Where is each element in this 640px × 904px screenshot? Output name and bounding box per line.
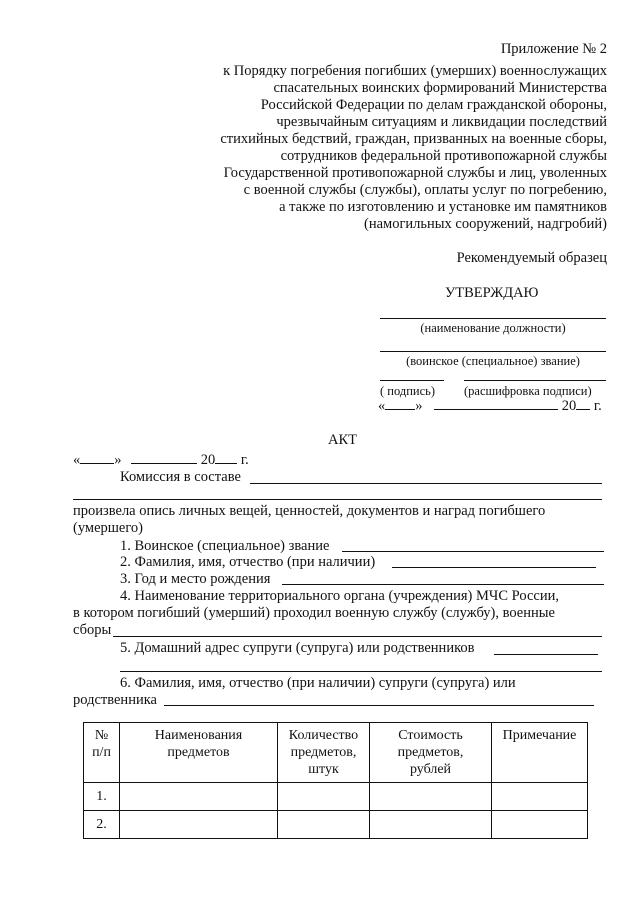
item-4-field[interactable] xyxy=(113,636,602,637)
act-month-field[interactable] xyxy=(131,451,197,464)
cell-note[interactable] xyxy=(492,783,588,811)
cell-note[interactable] xyxy=(492,811,588,839)
table-row xyxy=(84,783,588,811)
act-date xyxy=(73,451,249,469)
row-number: 2. xyxy=(84,811,120,839)
item-4-line-1: 4. Наименование территориального органа (учреждения) МЧС России, xyxy=(120,588,559,604)
year-field[interactable] xyxy=(576,397,590,410)
sample-label: Рекомендуемый образец xyxy=(456,250,607,266)
commission-label: Комиссия в составе xyxy=(120,469,241,485)
cell-cost[interactable] xyxy=(370,783,492,811)
commission-field-2[interactable] xyxy=(73,499,602,500)
appendix-line-5: стихийных бедствий, граждан, призванных на военные сборы, xyxy=(220,131,607,147)
appendix-line-3: Российской Федерации по делам гражданской обороны, xyxy=(260,97,607,113)
signature-decode-caption: (расшифровка подписи) xyxy=(464,384,592,398)
appendix-line-1: к Порядку погребения погибших (умерших) военнослужащих xyxy=(223,63,607,79)
table-header-row xyxy=(84,723,588,783)
cell-quantity[interactable] xyxy=(278,783,370,811)
appendix-line-9: а также по изготовлению и установке им памятников xyxy=(279,199,607,215)
signature-line xyxy=(380,380,444,381)
item-6-line-2: родственника xyxy=(73,692,157,708)
item-6-line-1: 6. Фамилия, имя, отчество (при наличии) супруги (супруга) или xyxy=(120,675,516,691)
appendix-line-7: Государственной противопожарной службы и лиц, уволенных xyxy=(223,165,607,181)
act-day-field[interactable] xyxy=(80,451,114,464)
items-table xyxy=(83,722,588,839)
appendix-line-10: (намогильных сооружений, надгробий) xyxy=(364,216,607,232)
item-5-field-2[interactable] xyxy=(120,671,602,672)
item-2-label: 2. Фамилия, имя, отчество (при наличии) xyxy=(120,554,376,570)
signature-decode-line xyxy=(464,380,606,381)
inventory-text-1: произвела опись личных вещей, ценностей, документов и наград погибшего xyxy=(73,503,546,519)
table-row xyxy=(84,811,588,839)
act-title: АКТ xyxy=(328,432,357,448)
item-6-field[interactable] xyxy=(164,705,594,706)
signature-caption: ( подпись) xyxy=(380,384,436,398)
appendix-line-4: чрезвычайным ситуациям и ликвидации последствий xyxy=(276,114,607,130)
approve-date xyxy=(378,397,602,415)
month-field[interactable] xyxy=(434,397,558,410)
header-note: Примечание xyxy=(492,723,588,783)
approve-title: УТВЕРЖДАЮ xyxy=(445,285,539,301)
header-items: Наименования предметов xyxy=(120,723,278,783)
appendix-line-6: сотрудников федеральной противопожарной службы xyxy=(280,148,607,164)
item-1-label: 1. Воинское (специальное) звание xyxy=(120,538,330,554)
position-line xyxy=(380,318,606,319)
cell-item-name[interactable] xyxy=(120,783,278,811)
cell-cost[interactable] xyxy=(370,811,492,839)
act-year-suffix: г. xyxy=(240,452,249,468)
inventory-line-1 xyxy=(73,503,607,520)
item-5-label: 5. Домашний адрес супруги (супруга) или родственников xyxy=(120,640,475,656)
act-year-field[interactable] xyxy=(215,451,237,464)
row-number: 1. xyxy=(84,783,120,811)
rank-caption: (воинское (специальное) звание) xyxy=(406,354,580,368)
day-field[interactable] xyxy=(385,397,415,410)
position-caption: (наименование должности) xyxy=(420,321,566,335)
item-4-line-3: сборы xyxy=(73,622,112,638)
act-date-close-quote: » xyxy=(114,452,122,468)
item-2-field[interactable] xyxy=(392,567,596,568)
header-cost: Стоимость предметов, рублей xyxy=(370,723,492,783)
date-open-quote: « xyxy=(378,398,386,414)
date-close-quote: » xyxy=(415,398,423,414)
year-prefix: 20 xyxy=(561,398,577,414)
appendix-line-2: спасательных воинских формирований Министерства xyxy=(273,80,607,96)
act-year-prefix: 20 xyxy=(200,452,216,468)
header-number: № п/п xyxy=(84,723,120,783)
item-1-field[interactable] xyxy=(342,551,604,552)
inventory-line-2: (умершего) xyxy=(73,520,144,536)
act-date-open-quote: « xyxy=(73,452,81,468)
cell-item-name[interactable] xyxy=(120,811,278,839)
item-5-field[interactable] xyxy=(494,654,598,655)
cell-quantity[interactable] xyxy=(278,811,370,839)
item-3-label: 3. Год и место рождения xyxy=(120,571,271,587)
appendix-title: Приложение № 2 xyxy=(500,41,607,57)
item-3-field[interactable] xyxy=(282,584,604,585)
rank-line xyxy=(380,351,606,352)
year-suffix: г. xyxy=(593,398,602,414)
header-quantity: Количество предметов, штук xyxy=(278,723,370,783)
commission-field[interactable] xyxy=(250,483,602,484)
appendix-line-8: с военной службы (службы), оплаты услуг по погребению, xyxy=(243,182,607,198)
item-4-line-2: в котором погибший (умерший) проходил военную службу (службу), военные xyxy=(73,605,555,621)
